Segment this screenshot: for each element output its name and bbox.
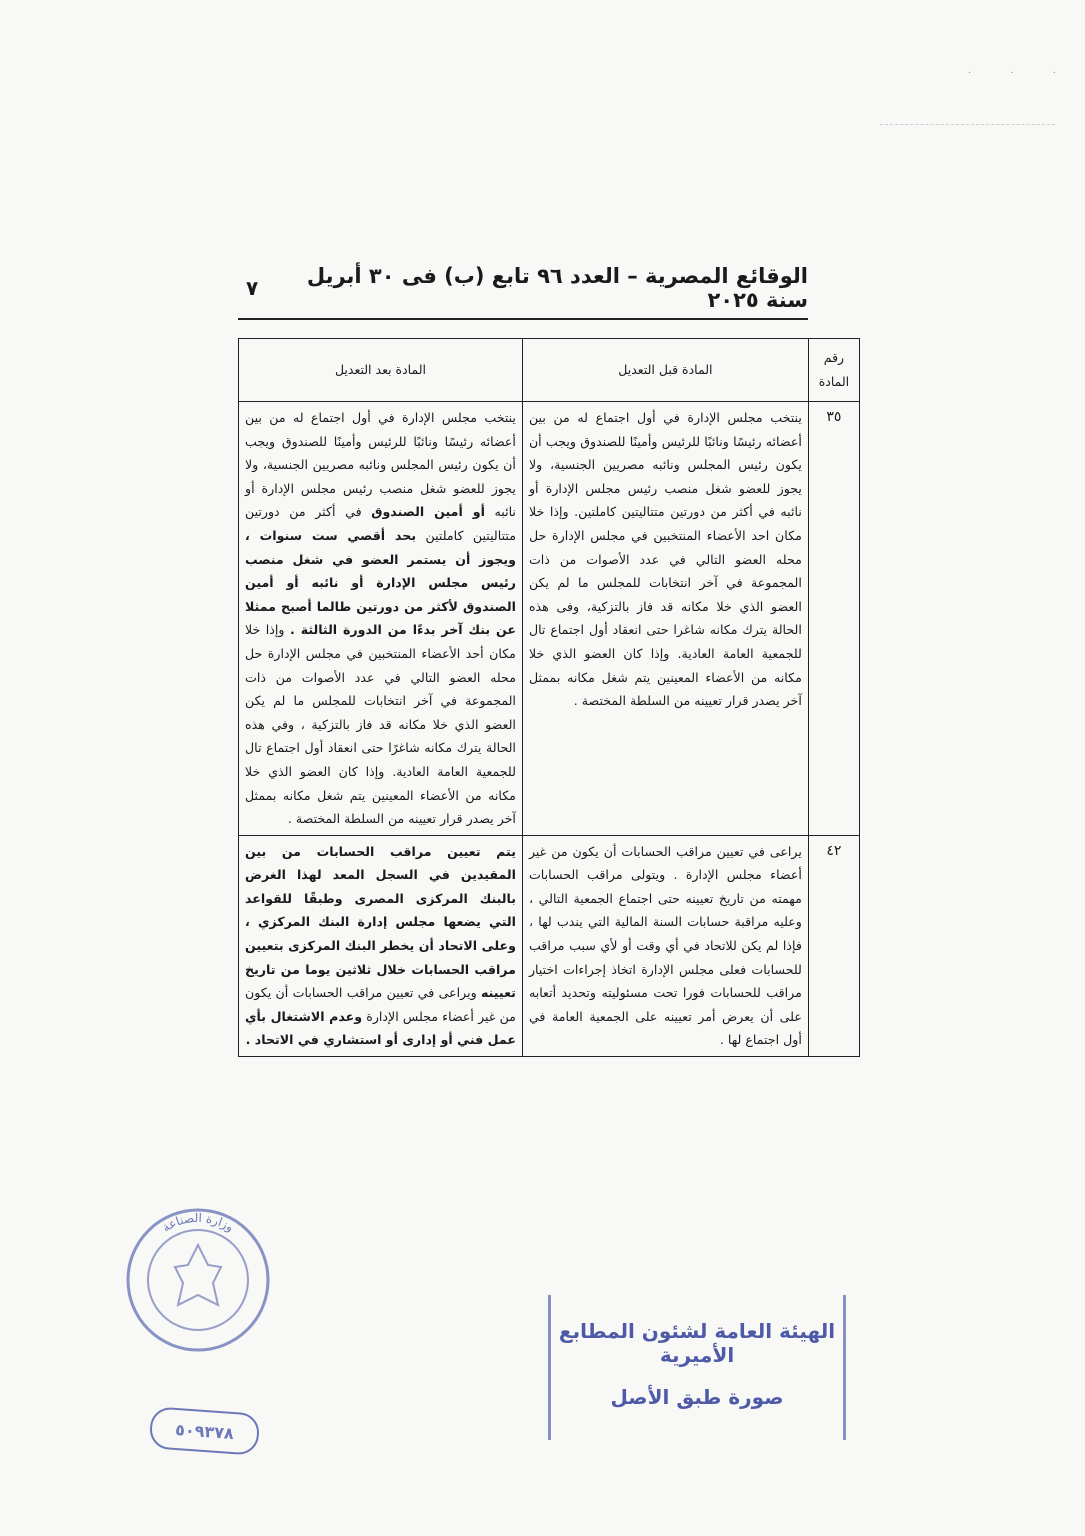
ministry-seal-stamp xyxy=(120,1205,275,1355)
after-text-bold-segment: أو أمين الصندوق xyxy=(371,504,485,520)
printing-authority-stamp xyxy=(548,1295,846,1440)
table-row xyxy=(239,402,860,836)
after-text-segment: ينتخب مجلس الإدارة في أول اجتماع له من بين أعضائه رئيسًا ونائبًا للرئيس وأمينًا للصندوق ويجب أن يكون رئيس المجلس ونائبه مصريين الجنسية، ولا يجوز للعضو شغل منصب رئيس مجلس الإدارة أو نائبه xyxy=(245,410,516,520)
article-number: ٣٥ xyxy=(808,402,859,836)
seal-text: وزارة الصناعة xyxy=(159,1210,237,1235)
gazette-title: الوقائع المصرية – العدد ٩٦ تابع (ب) فى ٣٠ أبريل سنة ٢٠٢٥ xyxy=(306,264,808,312)
after-text-bold-segment: وعدم الاشتغال بأي عمل فني أو إدارى أو استشاري في الاتحاد . xyxy=(245,1008,516,1048)
amendments-table xyxy=(238,338,860,1057)
column-header-before: المادة قبل التعديل xyxy=(522,339,808,402)
after-text-segment: في أكثر من دورتين متتاليتين كاملتين xyxy=(245,504,516,543)
article-text-after xyxy=(239,402,523,836)
scan-artifact-line xyxy=(880,124,1055,125)
stamp-serial-number: ٥٠٩٣٧٨ xyxy=(149,1406,261,1456)
column-header-article-number: رقم المادة xyxy=(808,339,859,402)
after-text-segment: وإذا خلا مكان أحد الأعضاء المنتخبين في مجلس الإدارة حل محله العضو التالي في عدد الأصوات من ذات المجموعة في آخر انتخابات للمجلس ما لم يكن العضو الذي خلا مكانه قد فاز بالتزكية ، وفي هذه الحالة يترك مكانه شاغرًا حتى انعقاد أول اجتماع تال للجمعية العامة العادية. وإذا كان العضو الذي خلا مكانه من الأعضاء المعينين يتم شغل مكانه بممثل آخر يصدر قرار تعيينه من السلطة المختصة . xyxy=(245,622,516,827)
article-text-after xyxy=(239,835,523,1056)
column-header-after: المادة بعد التعديل xyxy=(239,339,523,402)
page-number: ٧ xyxy=(246,276,259,300)
article-text-before: ينتخب مجلس الإدارة في أول اجتماع له من بين أعضائه رئيسًا ونائبًا للرئيس وأمينًا للصندوق ويجب أن يكون رئيس المجلس ونائبه مصريين الجنسية، ولا يجوز للعضو شغل منصب رئيس مجلس الإدارة أو نائبه في أكثر من دورتين متتاليتين كاملتين. وإذا خلا مكان احد الأعضاء المنتخبين في مجلس الإدارة حل محله العضو التالي في عدد الأصوات من ذات المجموعة في آخر انتخابات للمجلس ما لم يكن العضو الذي خلا مكانه قد فاز بالتزكية، وفى هذه الحالة يترك مكانه شاغرا حتى انعقاد أول اجتماع تال للجمعية العامة العادية. وإذا كان العضو الذي خلا مكانه من الأعضاء المعينين يتم شغل مكانه بممثل آخر يصدر قرار تعيينه من السلطة المختصة . xyxy=(522,402,808,836)
stamp-certified-copy: صورة طبق الأصل xyxy=(610,1385,784,1409)
article-number: ٤٢ xyxy=(808,835,859,1056)
after-text-bold-segment: يتم تعيين مراقب الحسابات من بين المقيدين في السجل المعد لهذا الغرض بالبنك المركزى المصرى وطبقًا للقواعد التي يضعها مجلس إدارة البنك المركزي ، وعلى الاتحاد أن يخطر البنك المركزى بتعيين مراقب الحسابات خلال ثلاثين يوما من تاريخ تعيينه xyxy=(245,843,516,1001)
stamp-authority-name: الهيئة العامة لشئون المطابع الأميرية xyxy=(558,1319,836,1367)
scan-marks: · · · xyxy=(968,68,1074,79)
table-row xyxy=(239,835,860,1056)
page-header xyxy=(238,266,808,310)
table-header-row xyxy=(239,339,860,402)
eagle-emblem-icon xyxy=(175,1245,221,1305)
article-text-before: يراعى في تعيين مراقب الحسابات أن يكون من غير أعضاء مجلس الإدارة . ويتولى مراقب الحسابات مهمته من تاريخ تعيينه حتى اجتماع الجمعية التالي ، وعليه مراقبة حسابات السنة المالية التي يندب لها ، فإذا لم يكن للاتحاد في أي وقت أو لأي سبب مراقب للحسابات فعلى مجلس الإدارة اتخاذ إجراءات اختيار مراقب للحسابات فورا تحت مسئوليته وتحديد أتعابه على أن يعرض أمر تعيينه على الجمعية العامة في أول اجتماع لها . xyxy=(522,835,808,1056)
after-text-segment: ويراعى في تعيين مراقب الحسابات أن يكون من غير أعضاء مجلس الإدارة xyxy=(245,985,516,1024)
after-text-bold-segment: بحد أقصي ست سنوات ، ويجوز أن يستمر العضو في شغل منصب رئيس مجلس الإدارة أو نائبه أو أمين الصندوق لأكثر من دورتين طالما أصبح ممثلا عن بنك آخر بدءًا من الدورة الثالثة . xyxy=(245,527,516,638)
header-divider xyxy=(238,318,808,320)
